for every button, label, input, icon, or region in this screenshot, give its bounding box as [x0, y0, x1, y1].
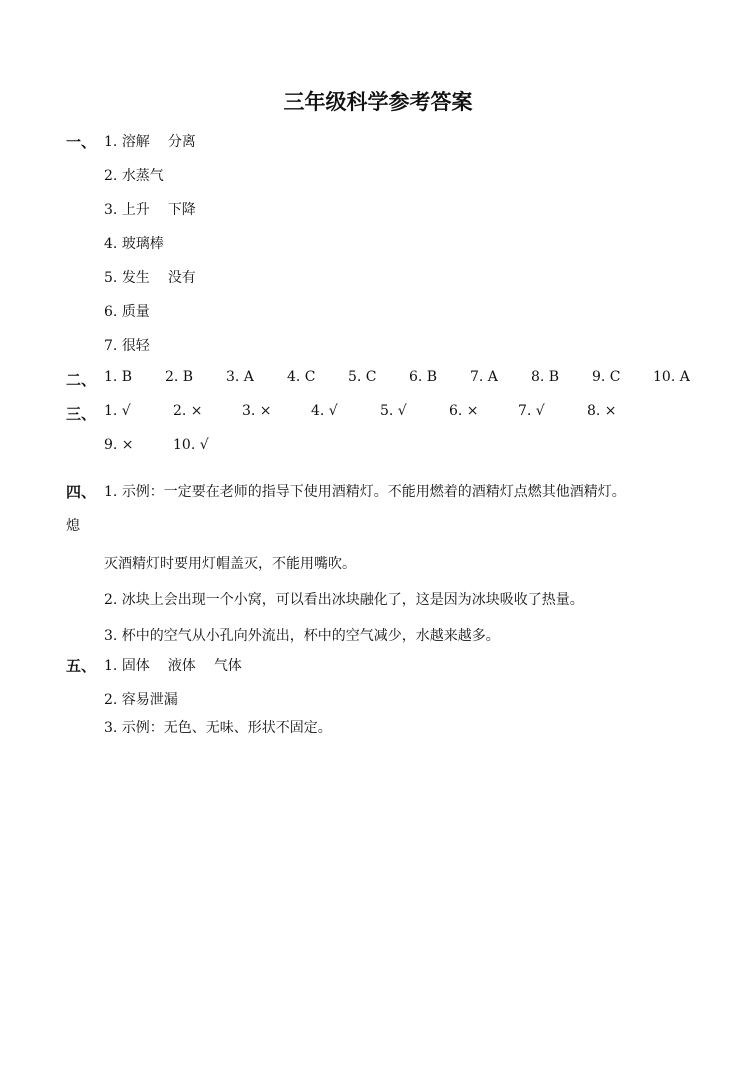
answer-5-2: 2. 容易泄漏: [104, 692, 178, 708]
answer-1-3: 3. 上升 下降: [104, 202, 196, 218]
answer-2-6: 6. B: [409, 369, 438, 385]
section-5-label: 五、: [66, 657, 97, 675]
answer-2-2: 2. B: [165, 369, 194, 385]
answer-1-4: 4. 玻璃棒: [104, 236, 164, 252]
answer-4-1-wrap: 熄: [66, 518, 80, 534]
answer-2-7: 7. A: [470, 369, 498, 385]
section-2-label: 二、: [66, 371, 97, 389]
section-1-label: 一、: [66, 133, 97, 151]
section-4-label: 四、: [66, 483, 97, 501]
answer-3-8: 8. ×: [587, 403, 617, 419]
answer-3-9: 9. ×: [104, 437, 134, 453]
answer-2-1: 1. B: [104, 369, 133, 385]
answer-4-3: 3. 杯中的空气从小孔向外流出，杯中的空气减少，水越来越多。: [104, 628, 500, 644]
answer-3-10: 10. √: [173, 437, 209, 453]
page-title: 三年级科学参考答案: [283, 90, 473, 114]
answer-1-5: 5. 发生 没有: [104, 270, 196, 286]
answer-4-1-continued: 灭酒精灯时要用灯帽盖灭，不能用嘴吹。: [104, 556, 356, 572]
answer-3-3: 3. ×: [242, 403, 272, 419]
answer-3-1: 1. √: [104, 403, 131, 419]
answer-2-9: 9. C: [592, 369, 621, 385]
answer-2-8: 8. B: [531, 369, 560, 385]
answer-1-1: 1. 溶解 分离: [104, 134, 196, 150]
answer-5-3: 3. 示例：无色、无味、形状不固定。: [104, 720, 332, 736]
answer-1-6: 6. 质量: [104, 304, 150, 320]
answer-1-2: 2. 水蒸气: [104, 168, 164, 184]
answer-3-5: 5. √: [380, 403, 407, 419]
answer-3-2: 2. ×: [173, 403, 203, 419]
answer-3-4: 4. √: [311, 403, 338, 419]
answer-2-5: 5. C: [348, 369, 377, 385]
answer-5-1: 1. 固体 液体 气体: [104, 658, 242, 674]
answer-4-2: 2. 冰块上会出现一个小窝，可以看出冰块融化了，这是因为冰块吸收了热量。: [104, 592, 584, 608]
answer-1-7: 7. 很轻: [104, 338, 150, 354]
answer-2-10: 10. A: [653, 369, 690, 385]
answer-3-6: 6. ×: [449, 403, 479, 419]
answer-4-1: 1. 示例：一定要在老师的指导下使用酒精灯。不能用燃着的酒精灯点燃其他酒精灯。: [104, 484, 626, 500]
section-3-label: 三、: [66, 405, 97, 423]
answer-2-3: 3. A: [226, 369, 254, 385]
answer-3-7: 7. √: [518, 403, 545, 419]
answer-2-4: 4. C: [287, 369, 316, 385]
